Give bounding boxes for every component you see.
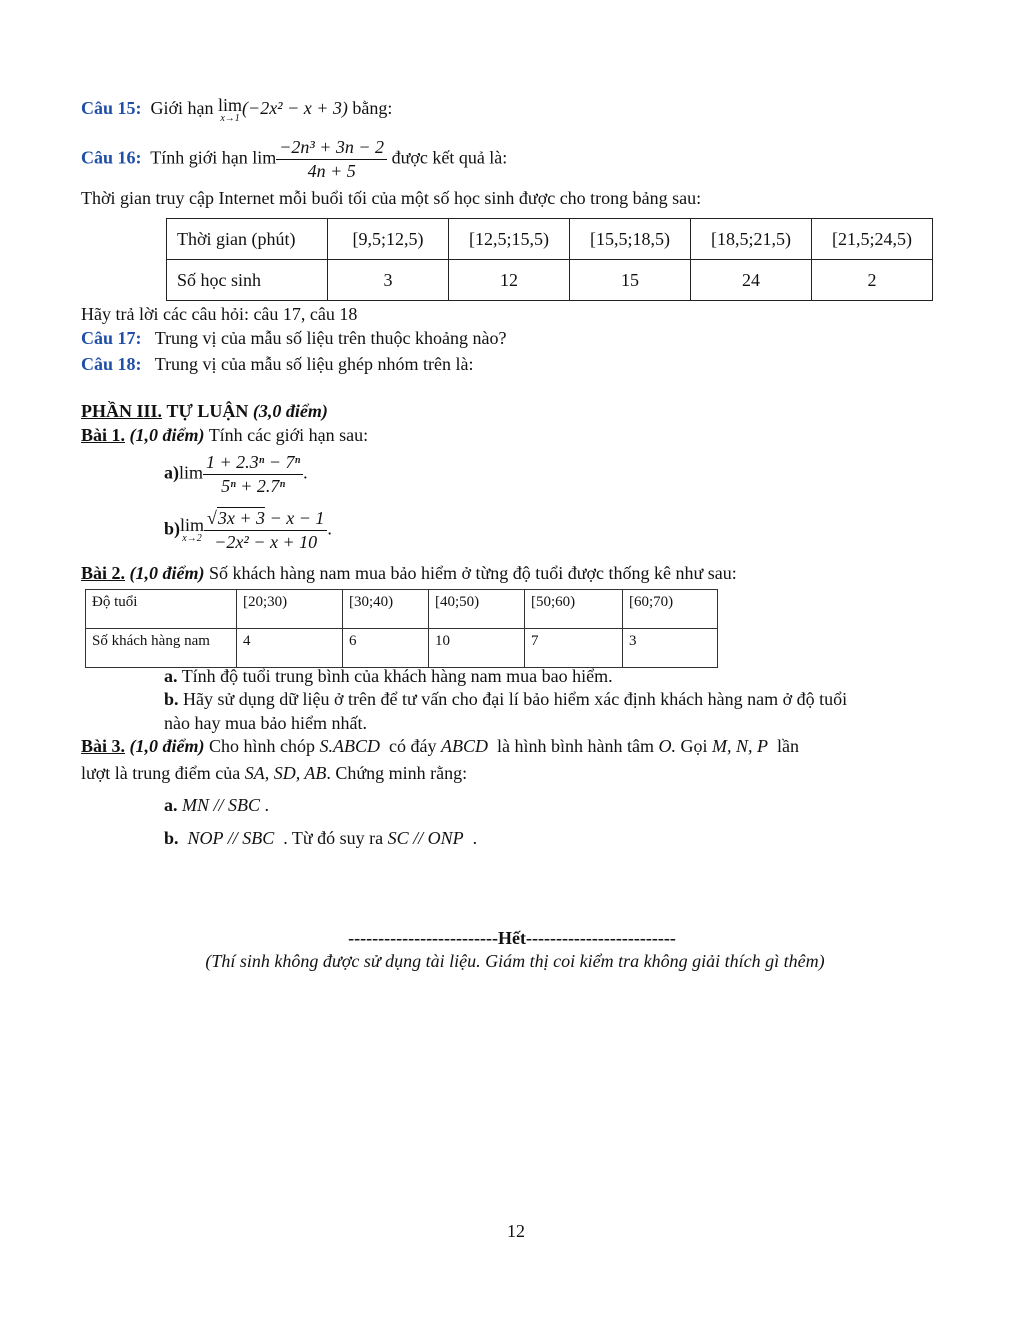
table-cell: Số học sinh: [167, 260, 328, 301]
table-cell: 7: [525, 629, 623, 668]
table-cell: 6: [343, 629, 429, 668]
table-cell: [18,5;21,5): [691, 219, 812, 260]
table-cell: 4: [237, 629, 343, 668]
insurance-age-table: [85, 589, 718, 668]
question-label: Câu 18:: [81, 354, 142, 374]
question-text: Giới hạn: [150, 98, 214, 119]
table-cell: 24: [691, 260, 812, 301]
end-note: (Thí sinh không được sử dụng tài liệu. Giám thị coi kiểm tra không giải thích gì thêm): [205, 951, 825, 971]
table-cell: Số khách hàng nam: [86, 629, 237, 668]
exercise-1: [81, 425, 368, 446]
table-cell: [12,5;15,5): [449, 219, 570, 260]
page-number: 12: [507, 1221, 525, 1241]
exercise-label: Bài 2.: [81, 563, 126, 583]
question-text-end: được kết quả là:: [391, 147, 508, 168]
exercise-2b: b. Hãy sử dụng dữ liệu ở trên để tư vấn cho đại lí bảo hiểm xác định khách hàng nam ở độ tuổi: [164, 689, 848, 709]
table-row: [167, 260, 933, 301]
table-cell: [30;40): [343, 590, 429, 629]
exercise-2a: a. Tính độ tuổi trung bình của khách hàng nam mua bao hiểm.: [164, 666, 613, 686]
table-cell: [21,5;24,5): [812, 219, 933, 260]
limit-operator: lim x→1: [218, 95, 243, 124]
exercise-3: Bài 3. (1,0 điểm) Cho hình chóp S.ABCD có đáy ABCD là hình bình hành tâm O. Gọi M, N, P lần: [81, 736, 799, 756]
part-3-heading: PHẦN III. TỰ LUẬN (3,0 điểm): [81, 401, 328, 421]
question-text: Trung vị của mẫu số liệu ghép nhóm trên là:: [154, 354, 474, 374]
fraction: $\frac{\text{1 + 2.3ⁿ − 7ⁿ}}{\text{5ⁿ + 2.7ⁿ}}$: [203, 452, 303, 496]
table-header-row: [167, 219, 933, 260]
limit-operator: lim x→2: [180, 515, 205, 545]
table-cell: 2: [812, 260, 933, 301]
table-cell: 3: [623, 629, 718, 668]
question-18: [81, 354, 474, 375]
exercise-1b: b) lim x→2 $\frac{√3x + 3 - x - 1}{\text{−2x² − x + 10}}$ .: [164, 508, 332, 552]
question-text: Trung vị của mẫu số liệu trên thuộc khoảng nào?: [154, 328, 507, 348]
exercise-points: (1,0 điểm): [129, 563, 205, 583]
table-cell: [9,5;12,5): [328, 219, 449, 260]
exercise-2: [81, 563, 737, 584]
exercise-2b-cont: nào hay mua bảo hiểm nhất.: [164, 713, 367, 733]
table-cell: 15: [570, 260, 691, 301]
question-16: [81, 137, 507, 181]
table-cell: [60;70): [623, 590, 718, 629]
table-cell: [20;30): [237, 590, 343, 629]
table-cell: Độ tuổi: [86, 590, 237, 629]
exercise-3b: b. NOP // SBC . Từ đó suy ra SC // ONP .: [164, 828, 478, 848]
table-cell: [15,5;18,5): [570, 219, 691, 260]
question-text-end: bằng:: [352, 98, 393, 119]
internet-time-table: [166, 218, 933, 301]
exercise-points: (1,0 điểm): [129, 425, 205, 445]
table-cell: 12: [449, 260, 570, 301]
math-expression: (−2x² − x + 3): [242, 98, 348, 119]
exercise-3a: a. MN // SBC .: [164, 795, 270, 815]
fraction: $\frac{√3x + 3 - x - 1}{\text{−2x² − x + 10}}$: [204, 508, 327, 552]
question-label: Câu 15:: [81, 98, 142, 119]
table-cell: 3: [328, 260, 449, 301]
exercise-label: Bài 1.: [81, 425, 126, 445]
answer-prompt: Hãy trả lời các câu hỏi: câu 17, câu 18: [81, 304, 358, 324]
table-cell: 10: [429, 629, 525, 668]
end-marker: -------------------------Hết-------------------------: [348, 928, 676, 948]
table-cell: Thời gian (phút): [167, 219, 328, 260]
table-header-row: [86, 590, 718, 629]
question-17: [81, 328, 506, 349]
table-row: [86, 629, 718, 668]
table-cell: [50;60): [525, 590, 623, 629]
exercise-text: Số khách hàng nam mua bảo hiểm ở từng độ tuổi được thống kê như sau:: [209, 563, 737, 583]
fraction: $\frac{\text{−2n³ + 3n − 2}}{4n + 5}$: [276, 137, 387, 181]
question-label: Câu 17:: [81, 328, 142, 348]
exercise-3-line2: lượt là trung điểm của SA, SD, AB. Chứng minh rằng:: [81, 763, 468, 783]
question-label: Câu 16:: [81, 147, 142, 168]
question-15: [81, 96, 392, 124]
exercise-label: Bài 3.: [81, 736, 126, 756]
table-intro: Thời gian truy cập Internet mỗi buổi tối của một số học sinh được cho trong bảng sau:: [81, 188, 702, 208]
table-cell: [40;50): [429, 590, 525, 629]
question-text: Tính giới hạn lim: [150, 147, 277, 168]
exercise-points: (1,0 điểm): [129, 736, 205, 756]
exercise-1a: a)lim $\frac{\text{1 + 2.3ⁿ − 7ⁿ}}{\text{5ⁿ + 2.7ⁿ}}$ .: [164, 452, 308, 496]
exercise-text: Tính các giới hạn sau:: [208, 425, 369, 445]
